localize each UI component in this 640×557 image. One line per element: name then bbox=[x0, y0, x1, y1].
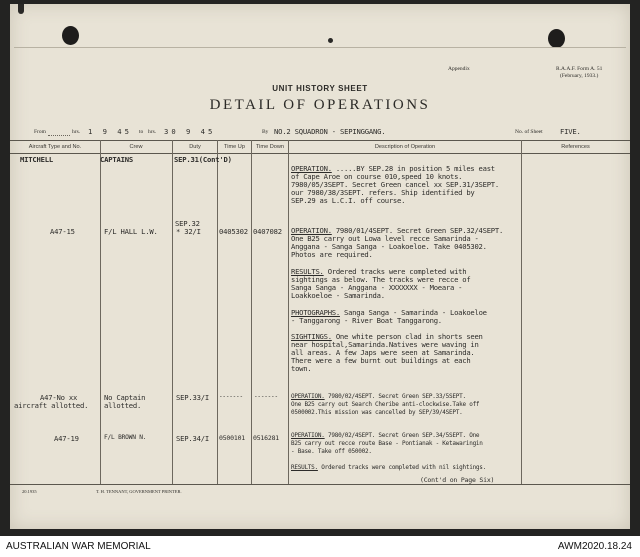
from-date: 1 9 45 bbox=[88, 127, 132, 136]
unit-name: NO.2 SQUADRON - SEPINGGANG. bbox=[274, 127, 386, 136]
row3-op-line1: 7980/02/4SEPT. Secret Green SEP.33/5SEPT. bbox=[324, 393, 466, 400]
to-date: 30 9 45 bbox=[164, 127, 216, 136]
row2-sightings-heading: SIGHTINGS. bbox=[291, 332, 332, 341]
row3-time-down: ------- bbox=[254, 393, 278, 400]
row4-results bbox=[291, 464, 486, 472]
row2-sightings-lines: near hospital,Samarinda.Natives were waving in all areas. A few Japs were seen at Samarinda. There were a few burnt out buildings at each town. bbox=[291, 340, 479, 373]
sheet-title: UNIT HISTORY SHEET bbox=[272, 84, 368, 93]
from-dots bbox=[48, 135, 70, 136]
row1-crew: CAPTAINS bbox=[100, 155, 134, 164]
col-header-crew: Crew bbox=[129, 144, 143, 150]
table-bottom-rule bbox=[10, 484, 630, 485]
row1-aircraft: MITCHELL bbox=[20, 155, 54, 164]
row2-aircraft: A47-15 bbox=[50, 227, 75, 236]
row2-photographs bbox=[291, 309, 487, 325]
col-header-description: Description of Operation bbox=[374, 144, 436, 150]
row4-results-heading: RESULTS. bbox=[291, 464, 318, 471]
row2-op-line1: 7980/01/4SEPT. Secret Green SEP.32/4SEPT. bbox=[331, 226, 504, 235]
row2-photo-heading: PHOTOGRAPHS. bbox=[291, 308, 340, 317]
col-divider bbox=[288, 140, 289, 484]
row1-duty: SEP.31(Cont'D) bbox=[174, 155, 232, 164]
col-header-time-up: Time Up bbox=[224, 144, 245, 150]
row4-crew: F/L BROWN N. bbox=[104, 434, 147, 441]
row2-results bbox=[291, 268, 470, 300]
col-header-time-down: Time Down bbox=[255, 144, 285, 150]
printer-text: T. H. TENNANT, GOVERNMENT PRINTER. bbox=[96, 489, 182, 494]
row4-time-up: 0500101 bbox=[219, 434, 245, 442]
row3-aircraft-text: A47-No xx bbox=[40, 393, 78, 402]
col-divider bbox=[217, 140, 218, 484]
row3-crew-a: No Captain bbox=[104, 393, 146, 402]
caption-institution: AUSTRALIAN WAR MEMORIAL bbox=[6, 541, 151, 552]
to-label: to bbox=[139, 129, 144, 135]
row2-results-lines: sightings as below. The tracks were recce of Sanga Sanga - Anggana - XXXXXXX - Moeara - Loakkoeloe - Samarinda. bbox=[291, 275, 471, 300]
row2-time-up: 0405302 bbox=[219, 227, 248, 236]
row4-duty: SEP.34/I bbox=[176, 434, 210, 443]
col-header-aircraft: Aircraft Type and No. bbox=[28, 144, 82, 150]
col-divider bbox=[172, 140, 173, 484]
row4-time-down: 0516281 bbox=[253, 434, 279, 442]
row3-duty: SEP.33/I bbox=[176, 393, 210, 402]
col-divider bbox=[251, 140, 252, 484]
row2-sightings-line1: One white person clad in shorts seen bbox=[331, 332, 483, 341]
col-header-duty: Duty bbox=[189, 144, 201, 150]
form-date: (February, 1933.) bbox=[560, 73, 599, 79]
row3-time-up: ------- bbox=[219, 393, 243, 400]
form-label bbox=[556, 66, 602, 80]
header-bottom-rule bbox=[10, 153, 630, 154]
row3-operation bbox=[291, 393, 479, 417]
printer-code: 20.1935 bbox=[22, 489, 37, 494]
row2-operation bbox=[291, 227, 503, 259]
row3-crew-b: allotted. bbox=[104, 401, 142, 410]
sheet-number-label: No. of Sheet bbox=[515, 129, 543, 135]
row3-aircraft-b: aircraft allotted. bbox=[14, 401, 89, 410]
row2-sightings bbox=[291, 333, 483, 373]
punch-mark bbox=[18, 4, 24, 14]
continued-note: (Cont'd on Page Six) bbox=[420, 476, 495, 484]
row4-results-line1: Ordered tracks were completed with nil sightings. bbox=[317, 464, 487, 471]
punch-mark bbox=[328, 38, 333, 43]
row2-crew: F/L HALL L.W. bbox=[104, 227, 158, 236]
row4-op-lines: B25 carry out recce route Base - Pontianak - Ketawaringin - Base. Take off 050002. bbox=[291, 440, 483, 455]
row3-op-lines: One B25 carry out Search Cheribe anti-clockwise.Take off 0500002.This mission was cancelled by SEP/39/4SEPT. bbox=[291, 401, 480, 416]
sheet-number: FIVE. bbox=[560, 127, 581, 136]
binder-hole-left bbox=[62, 26, 79, 45]
row3-op-heading: OPERATION. bbox=[291, 393, 325, 400]
col-divider bbox=[100, 140, 101, 484]
row1-op-heading: OPERATION. bbox=[291, 164, 332, 173]
row2-photo-lines: - Tanggarong - River Boat Tanggarong. bbox=[291, 316, 442, 325]
row4-aircraft: A47-19 bbox=[54, 434, 79, 443]
from-label: From bbox=[34, 129, 46, 135]
top-rule bbox=[14, 47, 626, 48]
table-top-rule bbox=[10, 140, 630, 141]
main-title: DETAIL OF OPERATIONS bbox=[209, 97, 431, 113]
row2-results-line1: Ordered tracks were completed with bbox=[323, 267, 467, 276]
hrs-label: hrs. bbox=[72, 129, 81, 135]
row2-results-heading: RESULTS. bbox=[291, 267, 324, 276]
row2-duty-a: SEP.32 bbox=[175, 219, 200, 228]
row1-description bbox=[291, 165, 499, 205]
row4-op-line1: 7980/02/4SEPT. Secret Green SEP.34/5SEPT. One bbox=[324, 432, 480, 439]
col-divider bbox=[521, 140, 522, 484]
row4-operation bbox=[291, 432, 483, 456]
row4-op-heading: OPERATION. bbox=[291, 432, 325, 439]
row2-duty-b: * 32/I bbox=[176, 227, 201, 236]
form-number: R.A.A.F. Form A. 51 bbox=[556, 66, 603, 72]
row2-op-lines: One B25 carry out Lowa level recce Samarinda - Anggana - Sanga Sanga - Loakoeloe. Take 0405302. Photos are required. bbox=[291, 234, 487, 259]
row1-op-line1: .....BY SEP.28 in position 5 miles east bbox=[331, 164, 495, 173]
row1-op-lines: of Cape Aroe on course 010,speed 10 knots. 7980/05/3SEPT. Secret Green cancel xx SEP.31/3SEPT. our 7980/38/3SEPT. refers. Ship identified by SEP.29 as L.C.I. off course. bbox=[291, 172, 499, 205]
appendix-label: Appendix bbox=[448, 66, 470, 72]
row2-time-down: 0407082 bbox=[253, 227, 282, 236]
by-label: By bbox=[262, 129, 269, 135]
caption-accession: AWM2020.18.24 bbox=[557, 541, 632, 552]
col-header-references: References bbox=[561, 144, 590, 150]
row2-op-heading: OPERATION. bbox=[291, 226, 332, 235]
row2-photo-line1: Sanga Sanga - Samarinda - Loakoeloe bbox=[339, 308, 487, 317]
binder-hole-right bbox=[548, 29, 565, 48]
to-hrs-label: hrs. bbox=[148, 129, 157, 135]
